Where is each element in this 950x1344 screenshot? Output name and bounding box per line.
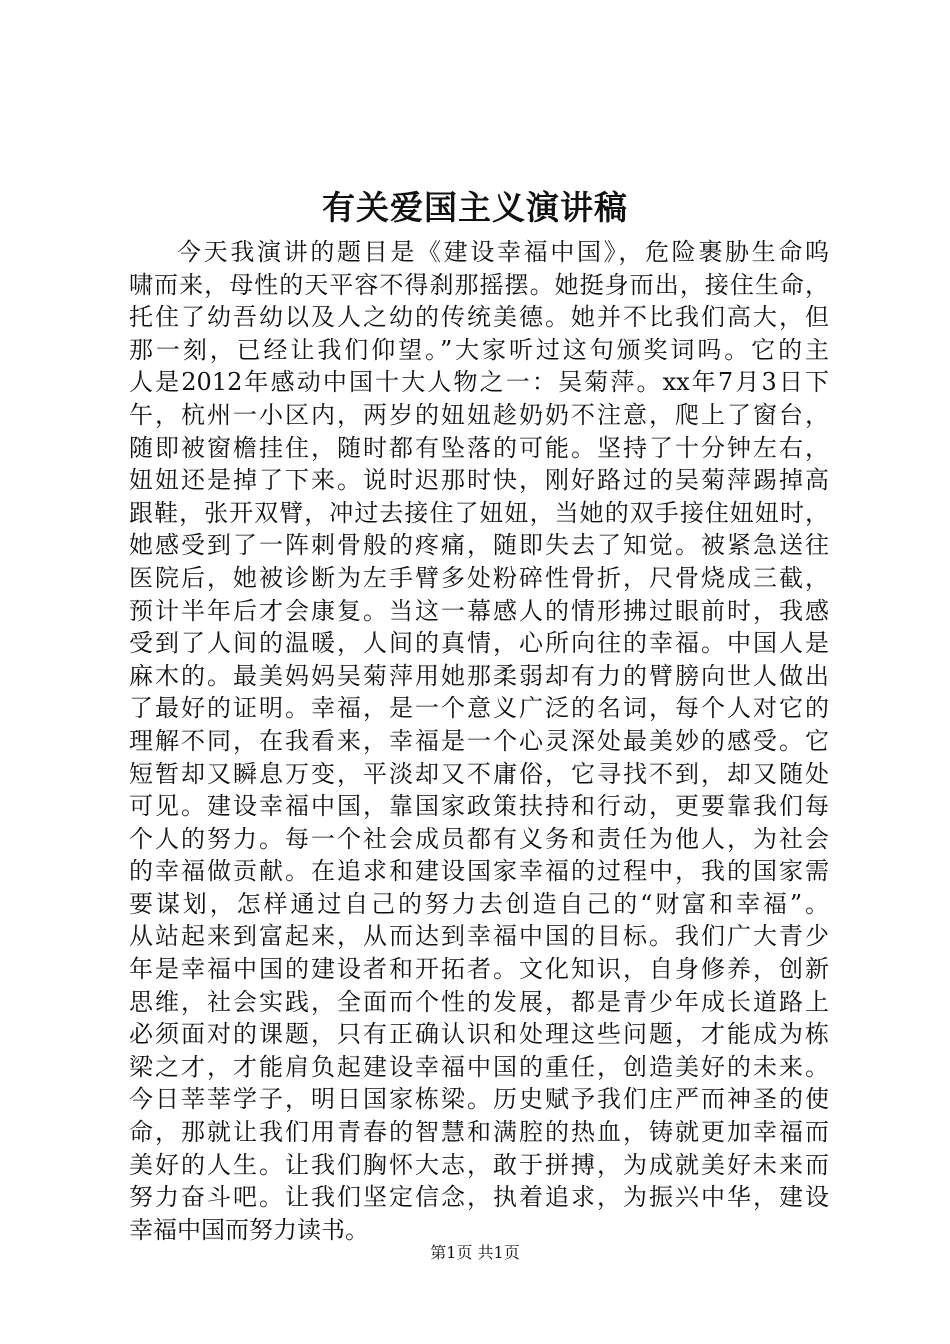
body-line: 年是幸福中国的建设者和开拓者。文化知识，自身修养，创新 [129,955,829,984]
document-title: 有关爱国主义演讲稿 [322,188,628,227]
body-line: 理解不同，在我看来，幸福是一个心灵深处最美妙的感受。它 [129,726,829,755]
body-line: 的幸福做贡献。在追求和建设国家幸福的过程中，我的国家需 [129,857,829,886]
body-line: 美好的人生。让我们胸怀大志，敢于拼搏，为成就美好未来而 [129,1150,829,1179]
body-line: 托住了幼吾幼以及人之幼的传统美德。她并不比我们高大，但 [129,303,829,332]
body-line: 预计半年后才会康复。当这一幕感人的情形拂过眼前时，我感 [129,596,829,625]
body-line: 梁之才，才能肩负起建设幸福中国的重任，创造美好的未来。 [129,1052,829,1081]
body-line: 午，杭州一小区内，两岁的妞妞趁奶奶不注意，爬上了窗台， [129,400,829,429]
body-line: 受到了人间的温暖，人间的真情，心所向往的幸福。中国人是 [129,629,829,658]
body-line: 她感受到了一阵刺骨般的疼痛，随即失去了知觉。被紧急送往 [129,531,829,560]
body-line: 必须面对的课题，只有正确认识和处理这些问题，才能成为栋 [129,1020,829,1049]
speech-body [129,236,829,1246]
body-line: 从站起来到富起来，从而达到幸福中国的目标。我们广大青少 [129,922,829,951]
body-line: 今天我演讲的题目是《建设幸福中国》，危险裹胁生命呜 [177,238,829,266]
body-line: 命，那就让我们用青春的智慧和满腔的热血，铸就更加幸福而 [129,1118,829,1147]
body-line: 随即被窗檐挂住，随时都有坠落的可能。坚持了十分钟左右， [129,433,829,462]
body-line: 麻木的。最美妈妈吴菊萍用她那柔弱却有力的臂膀向世人做出 [129,661,829,690]
body-line: 人是2012年感动中国十大人物之一：吴菊萍。xx年7月3日下 [129,368,829,397]
body-line: 妞妞还是掉了下来。说时迟那时快，刚好路过的吴菊萍踢掉高 [129,466,829,495]
body-line: 思维，社会实践，全面而个性的发展，都是青少年成长道路上 [129,987,829,1016]
body-line: 了最好的证明。幸福，是一个意义广泛的名词，每个人对它的 [129,694,829,723]
body-line: 今日莘莘学子，明日国家栋梁。历史赋予我们庄严而神圣的使 [129,1085,829,1114]
body-line: 努力奋斗吧。让我们坚定信念，执着追求，为振兴中华，建设 [129,1183,829,1212]
body-line: 要谋划，怎样通过自己的努力去创造自己的“财富和幸福”。 [129,889,829,918]
body-line: 短暂却又瞬息万变，平淡却又不庸俗，它寻找不到，却又随处 [129,759,829,788]
body-line: 啸而来，母性的天平容不得刹那摇摆。她挺身而出，接住生命， [129,270,829,299]
body-line: 那一刻，已经让我们仰望。”大家听过这句颁奖词吗。它的主 [129,335,829,364]
body-line: 医院后，她被诊断为左手臂多处粉碎性骨折，尺骨烧成三截， [129,563,829,592]
page-footer: 第1页 共1页 [430,1243,520,1262]
body-line: 个人的努力。每一个社会成员都有义务和责任为他人，为社会 [129,824,829,853]
body-line: 跟鞋，张开双臂，冲过去接住了妞妞，当她的双手接住妞妞时， [129,498,829,527]
body-line: 幸福中国而努力读书。 [129,1215,369,1244]
body-line: 可见。建设幸福中国，靠国家政策扶持和行动，更要靠我们每 [129,792,829,821]
